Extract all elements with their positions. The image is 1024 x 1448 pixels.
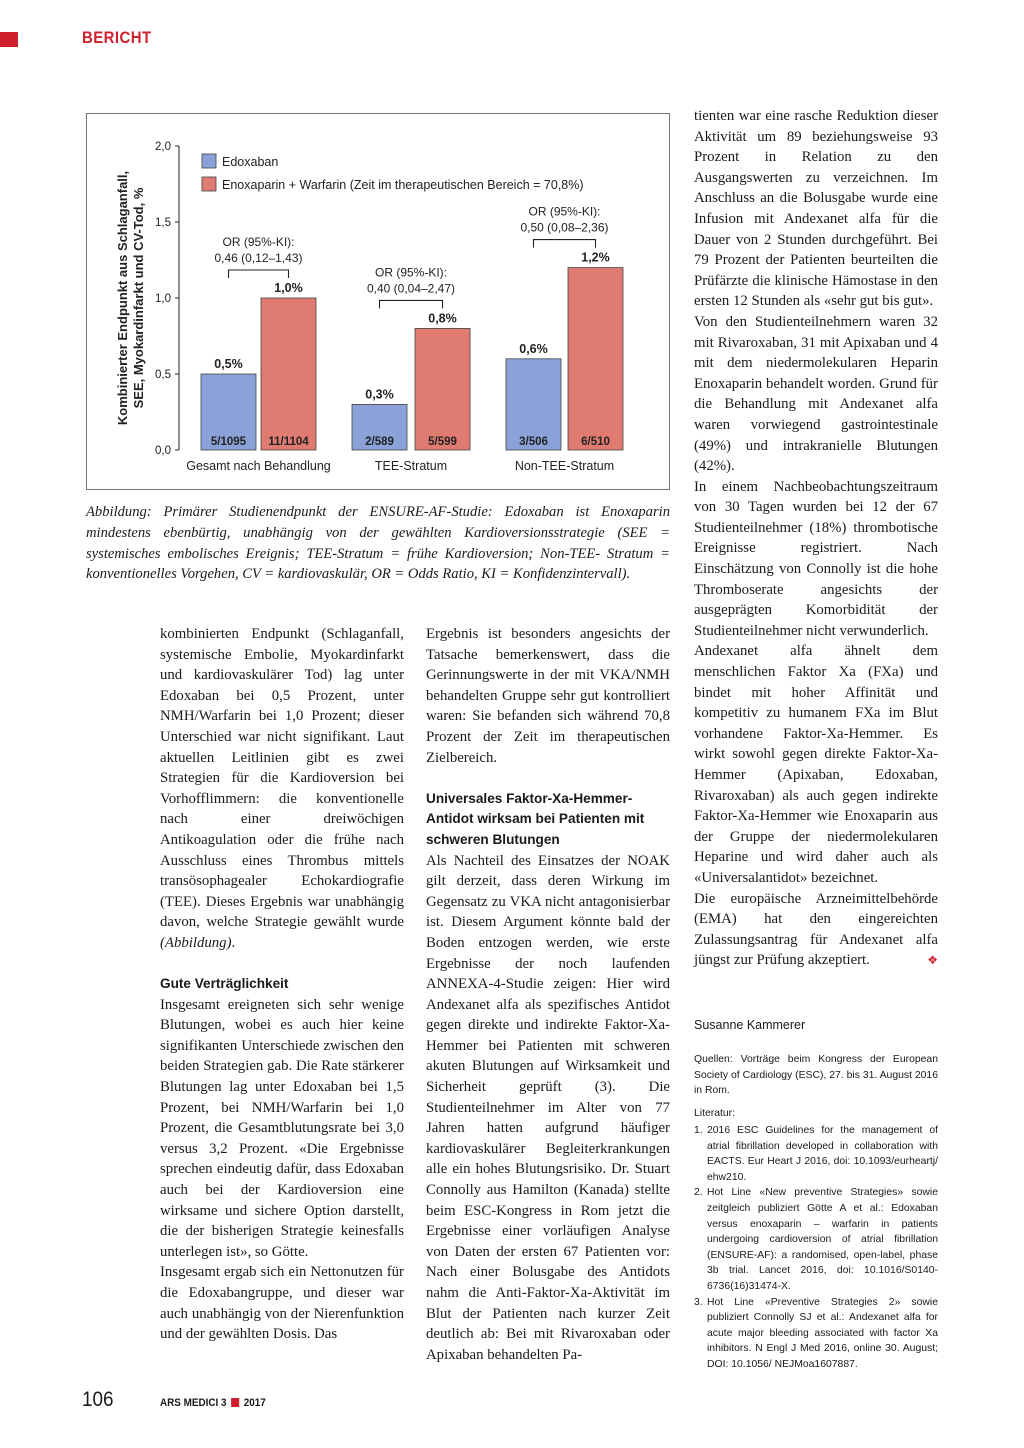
bar-count-label: 5/1095 bbox=[210, 436, 247, 448]
literature-item: 3. Hot Line «Preventive Strategies 2» sowie publiziert Connolly SJ et al.: Andexanet alfa for acute major bleeding associated with factor Xa inhibitors. N Engl J Med 2016, online 30. August; DOI: 10.1056/ NEJMoa1607887. bbox=[694, 1296, 938, 1370]
bar-count-label: 5/599 bbox=[428, 436, 457, 448]
odds-ratio-value: 0,46 (0,12–1,43) bbox=[214, 251, 303, 265]
bar-count-label: 3/506 bbox=[519, 436, 548, 448]
bar-count-label: 6/510 bbox=[581, 436, 610, 448]
y-tick-label: 0,5 bbox=[155, 369, 171, 381]
bar-value-label: 1,2% bbox=[581, 250, 610, 265]
paragraph: tienten war eine rasche Reduktion dieser Aktivität um 89 beziehungsweise 93 Prozent in Relation zu den Ausgangswerten zu verzeichnen. Im Anschluss an die Bolusgabe wurde eine Infusion mit Andexanet alfa für die Dauer von 2 Stunden durchgeführt. Bei 79 Prozent der Patienten beurteilten die Prüfärzte die klinische Hämostase in den ersten 12 Stunden als «sehr gut bis gut». bbox=[694, 108, 938, 310]
subheading: Gute Verträglichkeit bbox=[160, 976, 289, 992]
figure-chart bbox=[86, 113, 670, 490]
odds-ratio-value: 0,40 (0,04–2,47) bbox=[366, 281, 456, 296]
paragraph: Die europäische Arzneimittelbehörde (EMA) hat den eingereichten Zulassungsantrag für Andexanet alfa jüngst zur Prüfung akzeptiert. ❖ bbox=[694, 889, 938, 971]
footer-square-icon bbox=[231, 1398, 239, 1407]
subheading: Universales Faktor-Xa-Hemmer-Antidot wirksam bei Patienten mit schweren Blutungen bbox=[426, 790, 645, 847]
x-category-label: TEE-Stratum bbox=[374, 459, 448, 473]
y-axis-label: Kombinierter Endpunkt aus Schlaganfall,SEE, Myokardinfarkt und CV-Tod, % bbox=[115, 170, 146, 426]
bar-value-label: 0,3% bbox=[365, 387, 394, 402]
y-tick-label: 0,0 bbox=[155, 445, 171, 457]
paragraph: kombinierten Endpunkt (Schlaganfall, systemische Embolie, Myokardinfarkt und kardiovaskulärer Tod) lag unter Edoxaban bei 0,5 Prozent, unter NMH/Warfarin bei 1,0 Prozent; dieser Unterschied war nicht signifikant. Laut aktuellen Leitlinien gibt es zwei Strategien für die Kardioversion bei Vorhofflimmern: die konventionelle nach einer dreiwöchigen Antikoagulation oder die frühe nach Ausschluss eines Thrombus mittels transösophagealer Echokardiografie (TEE). Dieses Ergebnis war unabhängig davon, welche Strategie gewählt wurde (Abbildung). bbox=[160, 626, 404, 951]
odds-ratio-title: OR (95%-KI): bbox=[528, 204, 601, 219]
bar bbox=[261, 298, 316, 450]
bar-count-label: 2/589 bbox=[365, 436, 394, 448]
significance-bracket bbox=[229, 270, 289, 278]
text-column-1 bbox=[160, 624, 404, 1345]
y-tick-label: 2,0 bbox=[155, 141, 171, 153]
author-name: Susanne Kammerer bbox=[694, 1018, 806, 1032]
bar-count-label: 11/1104 bbox=[268, 436, 309, 448]
paragraph: Ergebnis ist besonders angesichts der Tatsache bemerkenswert, dass die Gerinnungswerte in der mit VKA/NMH behandelten Gruppe sehr gut kontrolliert waren: Sie befanden sich während 70,8 Prozent der Zeit im therapeutischen Zielbereich. bbox=[426, 626, 670, 766]
paragraph: In einem Nachbeobachtungszeitraum von 30 Tagen wurden bei 12 der 67 Studienteilnehmer (18%) thrombotische Ereignisse registriert. Nach Einschätzung von Connolly ist die hohe Thromboserate angesichts der ausgeprägten Komorbidität der Studienteilnehmer nicht verwunderlich. bbox=[694, 478, 938, 639]
bar-value-label: 0,6% bbox=[519, 341, 548, 356]
bar-chart bbox=[87, 114, 671, 491]
y-tick-label: 1,5 bbox=[155, 217, 171, 229]
bar bbox=[568, 268, 623, 450]
legend-swatch bbox=[202, 154, 216, 168]
end-mark-icon: ❖ bbox=[927, 953, 938, 968]
x-category-label: Gesamt nach Behandlung bbox=[186, 459, 331, 473]
literature-item: 1. 2016 ESC Guidelines for the management of atrial fibrillation developed in collaboration with EACTS. Eur Heart J 2016, doi: 10.1093/eurheartj/ ehw210. bbox=[694, 1125, 938, 1183]
paragraph: Insgesamt ergab sich ein Nettonutzen für die Edoxabangruppe, und dieser war auch unabhängig von der Nierenfunktion und der gewählten Dosis. Das bbox=[160, 1264, 404, 1343]
bar-value-label: 0,5% bbox=[214, 357, 243, 371]
page-number: 106 bbox=[82, 1388, 114, 1411]
significance-bracket bbox=[380, 300, 443, 308]
legend-swatch bbox=[202, 177, 216, 191]
bar-value-label: 1,0% bbox=[274, 281, 303, 295]
legend-label: Edoxaban bbox=[222, 155, 279, 169]
x-category-label: Non-TEE-Stratum bbox=[514, 459, 615, 473]
literature-list bbox=[694, 1123, 938, 1373]
literature-item: 2. Hot Line «New preventive Strategies» sowie zeitgleich publiziert Götte A et al.: Edoxaban versus enoxaparin – warfarin in patients undergoing cardioversion of atrial fibrillation (ENSURE-AF): a randomised, open-label, phase 3b trial. Lancet 2016, doi: 10.1016/S0140-6736(16)31474-X. bbox=[694, 1187, 938, 1292]
paragraph: Als Nachteil des Einsatzes der NOAK gilt derzeit, dass deren Wirkung im Gegensatz zu VKA nicht antagonisierbar ist. Diesem Argument könnte bald der Boden entzogen werden, wie erste Ergebnisse der noch laufenden ANNEXA-4-Studie zeigen: Hier wird Andexanet alfa als spezifisches Antidot gegen direkte und indirekte Faktor-Xa-Hemmer bei Patienten mit schweren akuten Blutungen auf Wirksamkeit und Sicherheit geprüft (3). Die Studienteilnehmer im Alter von 77 Jahren hatten aufgrund häufiger kardiovaskulärer Begleiterkrankungen alle ein hohes Blutungsrisiko. Dr. Stuart Connolly aus Hamilton (Kanada) stellte beim ESC-Kongress in Rom jetzt die Ergebnisse einer vorläufigen Analyse von Daten der ersten 67 Patienten vor: Nach einer Bolusgabe des Antidots nahm die Anti-Faktor-Xa-Aktivität im Blut der Patienten nach kurzer Zeit deutlich ab: Bei mit Rivaroxaban oder Apixaban behandelten Pa- bbox=[426, 852, 670, 1363]
bar bbox=[415, 328, 470, 450]
paragraph: Andexanet alfa ähnelt dem menschlichen Faktor Xa (FXa) und bindet mit hoher Affinität und kompetitiv zu humanem FXa im Blut vorhandene Faktor-Xa-Hemmer. Es wirkt sowohl gegen direkte Faktor-Xa-Hemmer (Apixaban, Edoxaban, Rivaroxaban) als auch gegen indirekte Faktor-Xa-Hemmer wie Enoxaparin aus der Gruppe der niedermolekularen Heparine und wird daher auch als «Universalantidot» bezeichnet. bbox=[694, 643, 938, 886]
text-column-3 bbox=[694, 106, 938, 971]
text-column-2 bbox=[426, 624, 670, 1365]
bar-value-label: 0,8% bbox=[428, 311, 457, 326]
sources-note: Quellen: Vorträge beim Kongress der European Society of Cardiology (ESC), 27. bis 31. August 2016 in Rom. bbox=[694, 1054, 938, 1097]
section-title: BERICHT bbox=[82, 28, 152, 47]
legend-label: Enoxaparin + Warfarin (Zeit im therapeutischen Bereich = 70,8%) bbox=[222, 178, 584, 192]
significance-bracket bbox=[534, 240, 596, 248]
odds-ratio-value: 0,50 (0,08–2,36) bbox=[520, 220, 609, 235]
figure-caption: Abbildung: Primärer Studienendpunkt der ENSURE-AF-Studie: Edoxaban ist Enoxaparin mindestens ebenbürtig, unabhängig von der gewählten Kardioversionsstrategie (SEE = systemisches embolisches Ereignis; TEE-Stratum = frühe Kardioversion; Non-TEE- Stratum = konventionelles Vorgehen, CV = kardiovaskulär, OR = Odds Ratio, KI = Konfidenzintervall). bbox=[86, 504, 670, 583]
odds-ratio-title: OR (95%-KI): bbox=[374, 265, 448, 280]
header-color-mark bbox=[0, 32, 18, 47]
paragraph: Insgesamt ereigneten sich sehr wenige Blutungen, wobei es auch hier keine signifikanten Unterschiede zwischen den beiden Strategien gab. Die Rate stärkerer Blutungen lag unter Edoxaban bei 1,5 Prozent, bei NMH/Warfarin bei 1,0 Prozent, die Gesamtblutungsrate bei 3,0 versus 3,2 Prozent. «Die Ergebnisse sprechen eindeutig dafür, dass Edoxaban auch bei der Kardioversion eine wirksame und sichere Option darstellt, die der bisherigen Strategie keinesfalls unterlegen ist», so Götte. bbox=[160, 996, 404, 1260]
magazine-info: ARS MEDICI 3 2017 bbox=[160, 1397, 266, 1409]
y-tick-label: 1,0 bbox=[155, 293, 171, 305]
literature-title: Literatur: bbox=[694, 1108, 736, 1119]
odds-ratio-title: OR (95%-KI): bbox=[222, 235, 295, 249]
paragraph: Von den Studienteilnehmern waren 32 mit Rivaroxaban, 31 mit Apixaban und 4 mit dem niedermolekularen Heparin Enoxaparin behandelt worden. Grund für die Behandlung mit Andexanet alfa waren vorwiegend gastrointestinale (49%) und intrakranielle Blutungen (42%). bbox=[694, 313, 938, 475]
